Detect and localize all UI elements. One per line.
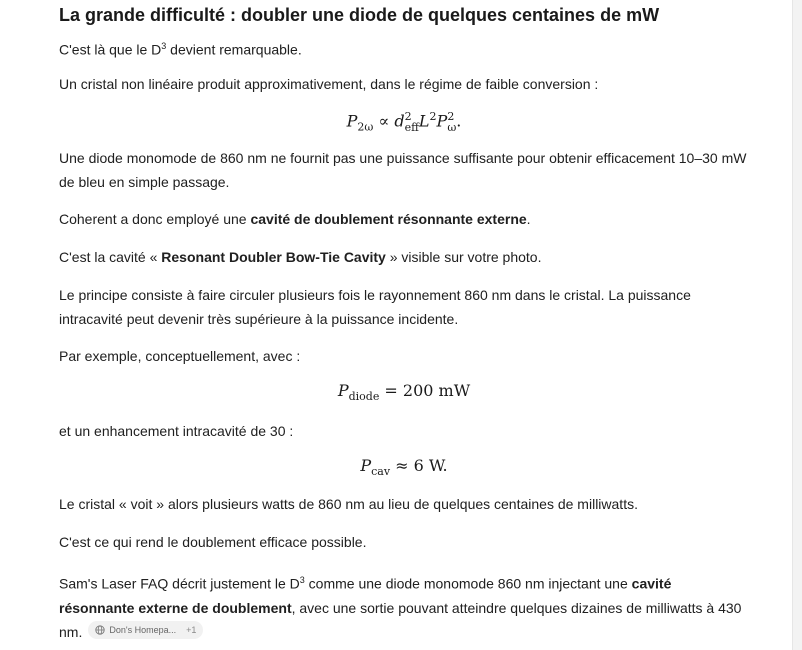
paragraph-enhancement: et un enhancement intracavité de 30 : [59, 423, 294, 439]
paragraph-crystal-sees: Le cristal « voit » alors plusieurs watts de 860 nm au lieu de quelques centaines de milliwatts. [59, 496, 638, 512]
paragraph-intro: C'est là que le $D^3$ devient remarquable. [59, 41, 302, 58]
paragraph-efficiency: C'est ce qui rend le doublement efficace possible. [59, 534, 367, 550]
citation-label: Don's Homepa... [109, 624, 177, 635]
citation-extra-count: +1 [186, 624, 197, 635]
paragraph-example: Par exemple, conceptuellement, avec : [59, 348, 301, 364]
paragraph-bowtie: C'est la cavité « Resonant Doubler Bow-Tie Cavity » visible sur votre photo. [59, 249, 542, 265]
equation-power-scaling: $P_{2\omega} \propto d^2_{eff}L^2P^2_\omega$. [346, 110, 462, 134]
section-heading: La grande difficulté : doubler une diode de quelques centaines de mW [59, 5, 660, 25]
globe-icon [95, 625, 105, 635]
paragraph-principle: Le principe consiste à faire circuler plusieurs fois le rayonnement 860 nm dans le cristal. La puissance intracavité peut devenir très supérieure à la puissance incidente. [59, 287, 691, 327]
paragraph-crystal: Un cristal non linéaire produit approximativement, dans le régime de faible conversion : [59, 76, 599, 92]
paragraph-cavity: Coherent a donc employé une cavité de doublement résonnante externe. [59, 211, 531, 227]
equation-cavity-power: $P_{cav} \approx 6$ W. [360, 456, 448, 479]
citation-chip[interactable] [88, 621, 203, 639]
paragraph-sams-faq: Sam's Laser FAQ décrit justement le $D^3$ comme une diode monomode 860 nm injectant une cavité résonnante externe de doublement, avec une sortie pouvant atteindre quelques dizaines de milliwatts à 430 nm. Don's Homepa... +1 [59, 575, 742, 640]
scrollbar[interactable] [792, 0, 802, 650]
paragraph-diode: Une diode monomode de 860 nm ne fournit pas une puissance suffisante pour obtenir efficacement 10–30 mW de bleu en simple passage. [59, 150, 747, 190]
equation-diode-power: $P_{diode} = 200$ mW [337, 381, 471, 404]
